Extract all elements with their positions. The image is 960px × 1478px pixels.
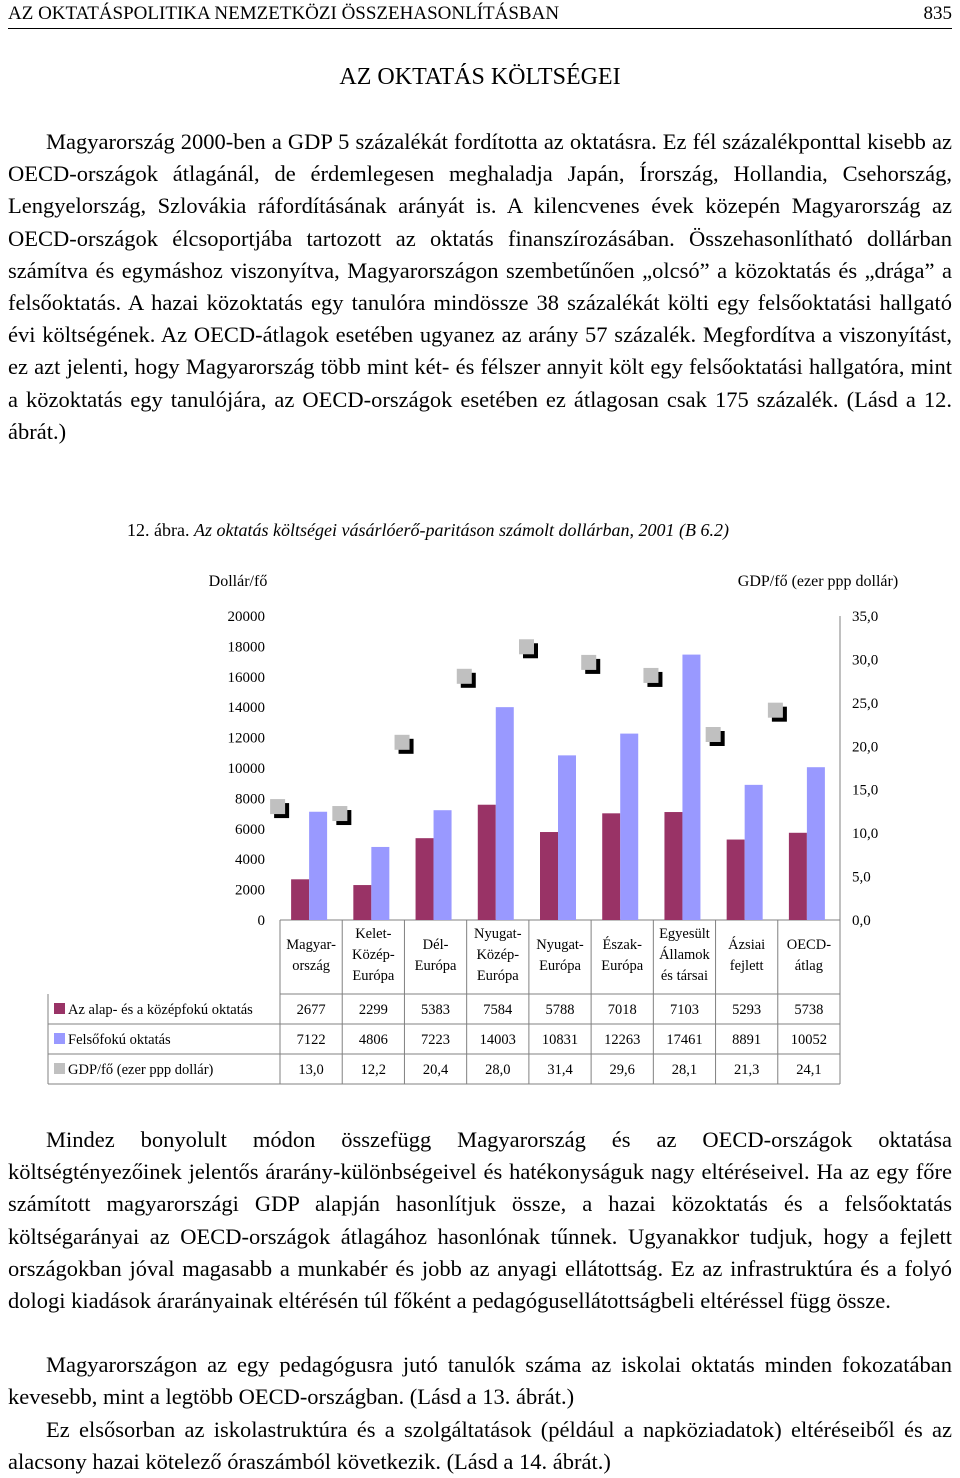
right-tick-label: 20,0 [852, 739, 879, 756]
right-tick-label: 0,0 [852, 913, 871, 929]
paragraph-1: Magyarország 2000-ben a GDP 5 százalékát fordította az oktatásra. Ez fél százalékponttal kisebb az OECD-országok átlagánál, de érdemlegesen meghaladja Japán, Írország, Hollandia, Csehország, Lengyelország, Szlovákia ráfordításának arányát is. A kilencvenes évek közepén Magyarország az OECD-országok élcsoportjába tartozott az oktatás finanszírozásában. Összehasonlítható dollárban számítva és egymáshoz viszonyítva, Magyarországon szembetűnően „olcsó” a közoktatás és „drága” a felsőoktatás. A hazai közoktatás egy tanulóra mindössze 38 százalékát költi egy felsőoktatási hallgató évi költségének. Az OECD-átlagok esetében ugyanez az arány 57 százalék. Megfordítva a viszonyítást, ez azt jelenti, hogy Magyarország több mint két- és félszer annyit költ egy felsőoktatási hallgatóra, mint a közoktatás egy tanulójára, az OECD-országok esetében ez átlagosan csak 175 százalék. (Lásd a 12. ábrát.) [8, 129, 952, 444]
left-tick-label: 12000 [227, 730, 265, 747]
bar-primary [291, 879, 309, 920]
right-tick-label: 25,0 [852, 695, 879, 712]
left-axis-title: Dollár/fő [208, 573, 268, 590]
table-value: 7223 [421, 1032, 451, 1048]
left-tick-label: 0 [257, 913, 265, 929]
legend-label: Felsőfokú oktatás [68, 1032, 171, 1048]
bar-tertiary [309, 812, 327, 920]
table-value: 13,0 [298, 1062, 324, 1078]
figure-caption [127, 517, 729, 543]
category-label: Magyar-ország [286, 937, 336, 974]
table-value: 7018 [607, 1002, 637, 1018]
table-value: 28,1 [671, 1062, 698, 1078]
left-tick-label: 4000 [235, 852, 265, 869]
figure-number: 12. ábra. [127, 520, 190, 540]
legend-label: GDP/fő (ezer ppp dollár) [68, 1062, 214, 1078]
category-label: Nyugat-Közép-Európa [474, 926, 522, 984]
legend-swatch [54, 1003, 65, 1014]
category-label: Észak-Európa [601, 937, 644, 974]
cost-chart [0, 560, 960, 1090]
table-value: 7122 [296, 1032, 326, 1048]
gdp-marker [581, 655, 596, 670]
bar-tertiary [807, 767, 825, 920]
table-value: 28,0 [485, 1062, 511, 1078]
gdp-marker [395, 735, 410, 750]
gdp-marker [706, 727, 721, 742]
bar-tertiary [371, 847, 389, 920]
bar-tertiary [496, 707, 514, 920]
left-tick-label: 18000 [227, 639, 265, 656]
gdp-marker [332, 806, 347, 821]
left-tick-label: 16000 [227, 669, 265, 686]
table-value: 5788 [545, 1002, 575, 1018]
category-label: Nyugat-Európa [536, 937, 584, 974]
table-value: 14003 [479, 1032, 516, 1048]
table-value: 7103 [669, 1002, 699, 1018]
right-tick-label: 35,0 [852, 609, 879, 625]
table-value: 10052 [790, 1032, 828, 1048]
table-value: 7584 [483, 1002, 513, 1018]
bar-primary [478, 805, 496, 920]
legend-label: Az alap- és a középfokú oktatás [68, 1002, 253, 1018]
figure-caption-text: Az oktatás költségei vásárlóerő-paritáson számolt dollárban, 2001 (B 6.2) [193, 520, 729, 540]
table-value: 4806 [358, 1032, 388, 1048]
bar-tertiary [620, 734, 638, 920]
bar-tertiary [558, 755, 576, 920]
category-label: Ázsiai fejlett [728, 937, 766, 974]
bar-tertiary [682, 655, 700, 920]
gdp-marker [643, 668, 658, 683]
gdp-marker [270, 799, 285, 814]
table-value: 31,4 [547, 1062, 573, 1078]
table-value: 8891 [732, 1032, 762, 1048]
bar-primary [353, 885, 371, 920]
table-value: 20,4 [422, 1062, 449, 1078]
gdp-marker [519, 639, 534, 654]
right-tick-label: 30,0 [852, 652, 879, 669]
bar-primary [602, 813, 620, 920]
left-tick-label: 14000 [227, 700, 265, 717]
table-value: 12263 [604, 1032, 641, 1048]
running-head [8, 2, 952, 29]
bar-primary [416, 838, 434, 920]
table-value: 2299 [358, 1002, 388, 1018]
table-value: 24,1 [796, 1062, 822, 1078]
right-axis-title: GDP/fő (ezer ppp dollár) [737, 573, 899, 590]
category-label: Dél-Európa [414, 937, 457, 974]
bar-tertiary [434, 810, 452, 920]
legend-swatch [54, 1033, 65, 1044]
bar-primary [664, 812, 682, 920]
right-tick-label: 5,0 [852, 869, 871, 886]
table-value: 12,2 [360, 1062, 387, 1078]
table-value: 5293 [732, 1002, 762, 1018]
right-tick-label: 15,0 [852, 782, 879, 799]
bar-primary [789, 833, 807, 920]
left-tick-label: 10000 [227, 761, 265, 777]
bar-tertiary [745, 785, 763, 920]
table-value: 2677 [296, 1002, 326, 1018]
table-value: 5738 [794, 1002, 824, 1018]
right-tick-label: 10,0 [852, 826, 879, 843]
left-tick-label: 6000 [235, 821, 265, 838]
left-tick-label: 2000 [235, 882, 265, 899]
paragraph-2: Mindez bonyolult módon összefügg Magyarország és az OECD-országok oktatása költségtényezőinek jelentős árarány-különbségeivel és hatékonyságuk nagy eltéréseivel. Ha az egy főre számított magyarországi GDP alapján hasonlítjuk össze, a hazai közoktatás és a felsőoktatás költségarányai az OECD-országok átlagához hasonlónak tűnnek. Ugyanakkor tudjuk, hogy a fejlett országokban jóval magasabb a munkabér és jobb az anyagi ellátottság. Ez az infrastruktúra és a folyó dologi kiadások árarányainak eltérésén túl főként a pedagógusellátottságbeli eltéréssel függ össze. [8, 1127, 952, 1314]
legend-swatch [54, 1063, 65, 1074]
paragraph-3: Magyarországon az egy pedagógusra jutó tanulók száma az iskolai oktatás minden fokozatában kevesebb, mint a legtöbb OECD-országban. (Lásd a 13. ábrát.) [8, 1352, 952, 1410]
gdp-marker [457, 669, 472, 684]
table-value: 21,3 [733, 1062, 760, 1078]
page-number: 835 [923, 3, 952, 24]
table-value: 17461 [666, 1032, 703, 1048]
category-label: Egyesült Államok és társai [659, 926, 710, 984]
left-tick-label: 20000 [227, 609, 265, 625]
category-label: OECD-átlag [786, 937, 832, 974]
category-label: Kelet-Közép-Európa [351, 926, 395, 984]
paragraph-4: Ez elsősorban az iskolastruktúra és a szolgáltatások (például a napköziadatok) eltéréseiből és az alacsony hazai kötelező óraszámból következik. (Lásd a 14. ábrát.) [8, 1417, 952, 1475]
table-value: 10831 [541, 1032, 579, 1048]
section-title: AZ OKTATÁS KÖLTSÉGEI [339, 64, 621, 90]
table-value: 29,6 [609, 1062, 635, 1078]
left-tick-label: 8000 [235, 791, 265, 808]
bar-primary [727, 840, 745, 920]
running-head-title: AZ OKTATÁSPOLITIKA NEMZETKÖZI ÖSSZEHASONLÍTÁSBAN [8, 3, 560, 24]
table-value: 5383 [421, 1002, 451, 1018]
gdp-marker [768, 703, 783, 718]
bar-primary [540, 832, 558, 920]
